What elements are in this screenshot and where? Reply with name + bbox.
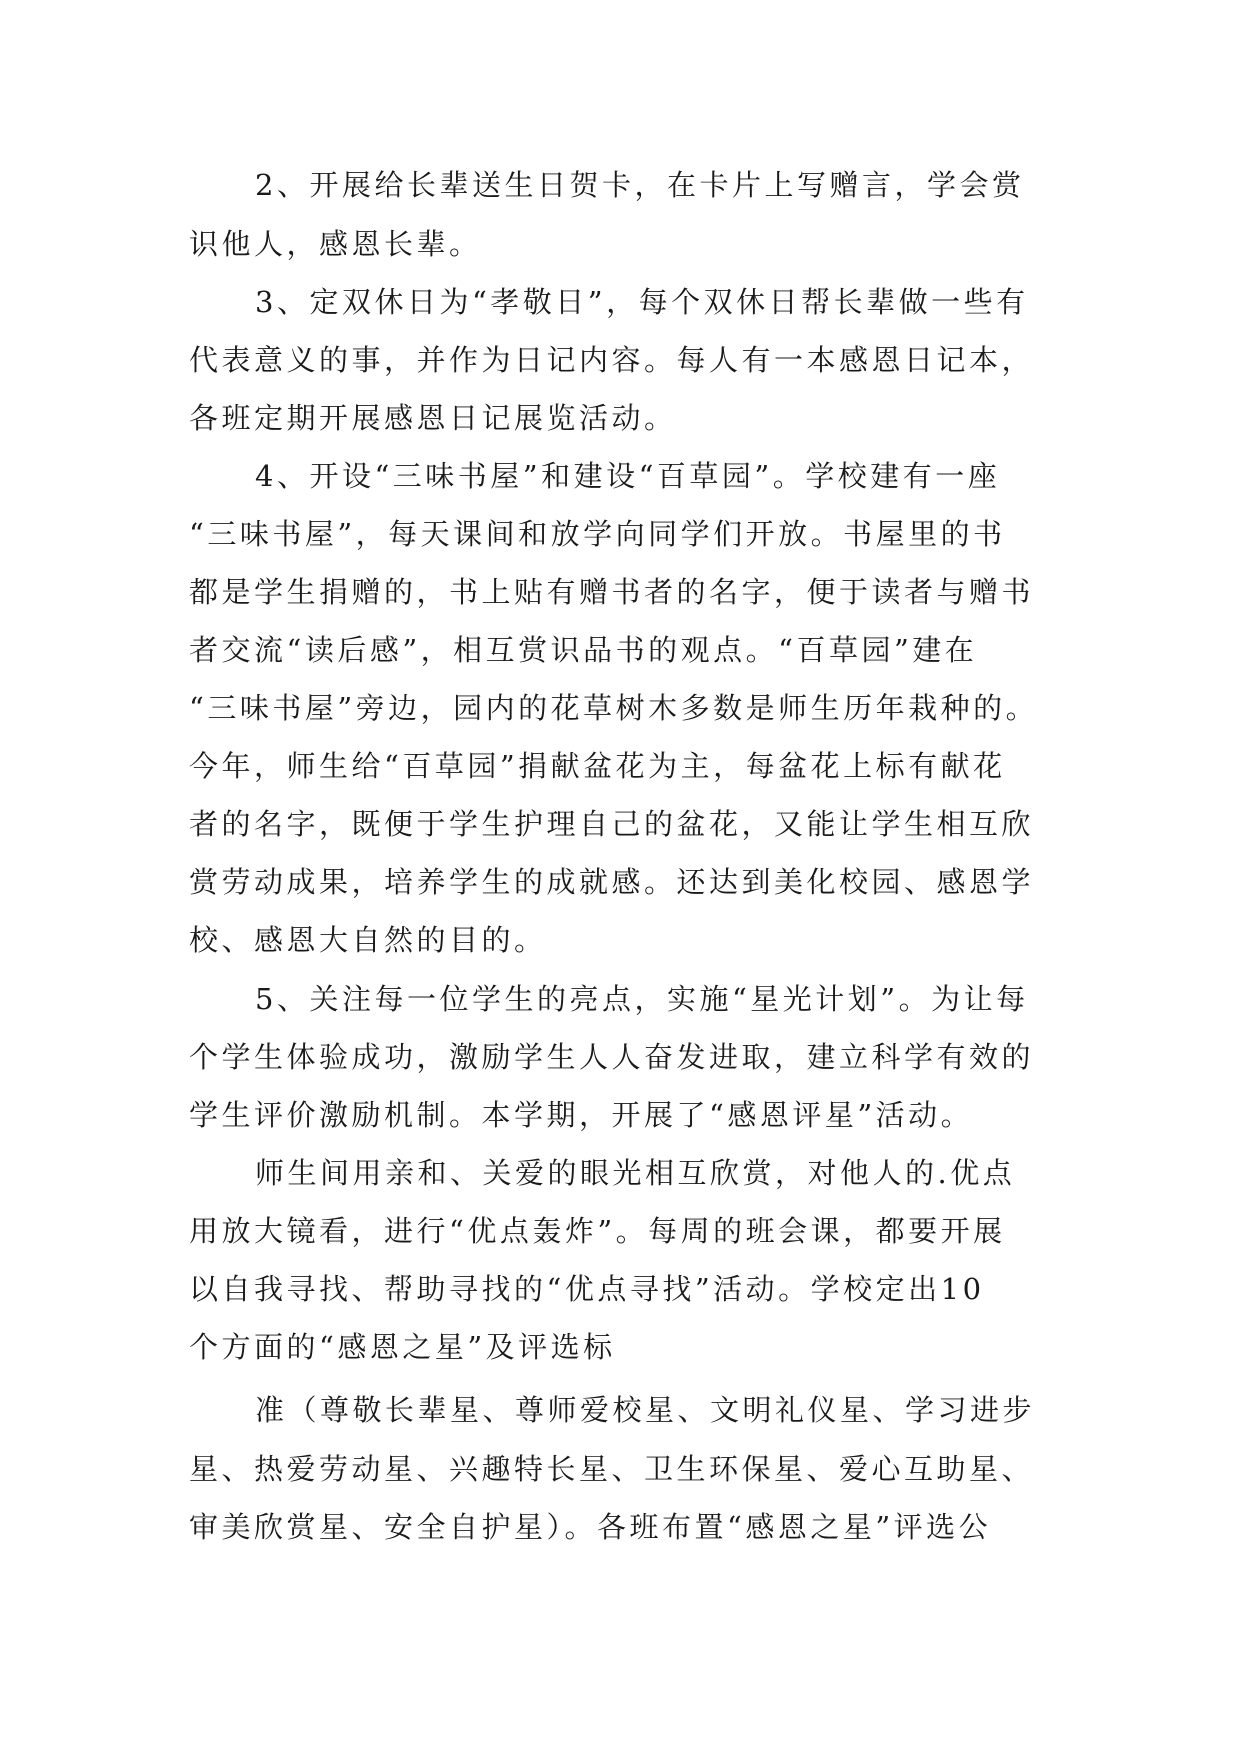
text-line: 识他人，感恩长辈。 [189,227,482,261]
text-line: 个学生体验成功，激励学生人人奋发进取，建立科学有效的 [189,1040,1035,1074]
text-line: 各班定期开展感恩日记展览活动。 [189,401,677,435]
text-line: 用放大镜看，进行“优点轰炸”。每周的班会课，都要开展 [189,1214,1006,1248]
text-line: 个方面的“感恩之星”及评选标 [189,1330,616,1364]
text-line: 2、开展给长辈送生日贺卡，在卡片上写赠言，学会赏 [255,168,1025,202]
text-line: 者交流“读后感”，相互赏识品书的观点。“百草园”建在 [189,633,978,667]
text-line: 5、关注每一位学生的亮点，实施“星光计划”。为让每 [255,982,1029,1016]
text-line: 者的名字，既便于学生护理自己的盆花，又能让学生相互欣 [189,807,1035,841]
text-line: 3、定双休日为“孝敬日”，每个双休日帮长辈做一些有 [255,285,1029,319]
text-line: “三味书屋”旁边，园内的花草树木多数是师生历年栽种的。 [189,691,1039,725]
text-line: 都是学生捐赠的，书上贴有赠书者的名字，便于读者与赠书 [189,575,1035,609]
text-line: 星、热爱劳动星、兴趣特长星、卫生环保星、爱心互助星、 [189,1452,1035,1486]
text-line: 准（尊敬长辈星、尊师爱校星、文明礼仪星、学习进步 [255,1393,1036,1427]
text-line: 以自我寻找、帮助寻找的“优点寻找”活动。学校定出10 [189,1272,985,1306]
text-line: 审美欣赏星、安全自护星）。各班布置“感恩之星”评选公 [189,1510,992,1544]
text-line: 师生间用亲和、关爱的眼光相互欣赏，对他人的.优点 [255,1156,1016,1190]
text-line: 代表意义的事，并作为日记内容。每人有一本感恩日记本， [189,343,1035,377]
text-line: 今年，师生给“百草园”捐献盆花为主，每盆花上标有献花 [189,749,1006,783]
text-line: 学生评价激励机制。本学期，开展了“感恩评星”活动。 [189,1098,974,1132]
text-line: 赏劳动成果，培养学生的成就感。还达到美化校园、感恩学 [189,865,1035,899]
text-line: “三味书屋”，每天课间和放学向同学们开放。书屋里的书 [189,517,1006,551]
text-line: 校、感恩大自然的目的。 [189,923,547,957]
text-line: 4、开设“三味书屋”和建设“百草园”。学校建有一座 [255,459,1001,493]
